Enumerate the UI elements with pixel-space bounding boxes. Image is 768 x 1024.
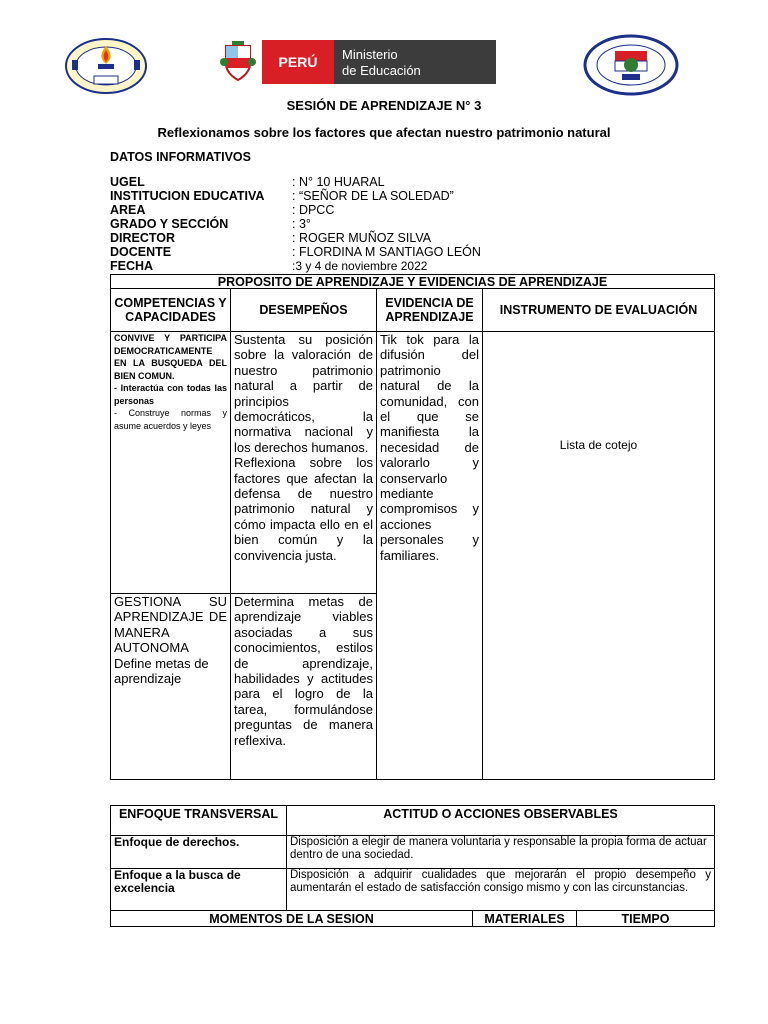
actitud-excelencia: Disposición a adquirir cualidades que mejorarán el propio desempeño y aumentarán el estado de satisfacción consigo mismo y con las circunstancias. <box>287 869 715 911</box>
header-momentos: MOMENTOS DE LA SESION <box>111 911 473 927</box>
header-competencias: COMPETENCIAS Y CAPACIDADES <box>111 289 231 332</box>
actitud-derechos: Disposición a elegir de manera voluntaria y responsable la propia forma de actuar dentro de una sociedad. <box>287 836 715 869</box>
capacidad-interactua: - Interactúa con todas las personas <box>114 383 227 406</box>
info-label: DIRECTOR <box>110 231 176 245</box>
info-label: DOCENTE <box>110 245 172 259</box>
ugel-emblem-icon <box>58 36 154 96</box>
session-title: SESIÓN DE APRENDIZAJE N° 3 <box>286 98 482 113</box>
capacidad-construye-normas: - Construye normas y asume acuerdos y leyes <box>114 408 227 431</box>
session-subtitle: Reflexionamos sobre los factores que afectan nuestro patrimonio natural <box>157 125 611 140</box>
competencia-gestiona-title: GESTIONA SU APRENDIZAJE DE MANERA AUTONOMA <box>114 594 227 656</box>
info-value: : “SEÑOR DE LA SOLEDAD” <box>292 189 454 203</box>
info-value: : FLORDINA M SANTIAGO LEÓN <box>292 245 481 259</box>
purpose-table-caption: PROPOSITO DE APRENDIZAJE Y EVIDENCIAS DE APRENDIZAJE <box>111 275 715 289</box>
enfoque-excelencia: Enfoque a la busca de excelencia <box>111 869 287 911</box>
ministry-label-box <box>334 40 496 84</box>
evidencia-cell: Tik tok para la difusión del patrimonio natural de la comunidad, con el que se manifiesta la necesidad de valorarlo y conservarlo mediante compromisos y acciones personales y familiares. <box>377 332 483 780</box>
capacidad-define-metas: Define metas de aprendizaje <box>114 655 209 687</box>
peru-brand-label: PERÚ <box>262 40 334 84</box>
competencia-convive-cell <box>111 332 231 594</box>
info-value: : N° 10 HUARAL <box>292 175 385 189</box>
datos-informativos-heading: DATOS INFORMATIVOS <box>110 150 251 164</box>
info-value: : 3° <box>292 217 311 231</box>
info-label: FECHA <box>110 259 154 273</box>
header-enfoque-transversal: ENFOQUE TRANSVERSAL <box>111 806 287 836</box>
school-logo <box>582 34 680 96</box>
info-value: : DPCC <box>292 203 335 217</box>
desempeno-gestiona-cell: Determina metas de aprendizaje viables asociadas a sus conocimientos, estilos de aprendizaje, habilidades y actitudes para el logro de la tarea, formulándose preguntas de manera reflexiva. <box>231 594 377 780</box>
competencia-convive-title: CONVIVE Y PARTICIPA DEMOCRATICAMENTE EN LA BUSQUEDA DEL BIEN COMUN. <box>114 333 227 381</box>
minedu-logo <box>218 40 496 84</box>
header-materiales: MATERIALES <box>473 911 577 927</box>
info-label: GRADO Y SECCIÓN <box>110 217 229 231</box>
desempeno-reflexiona: Reflexiona sobre los factores que afectan la defensa de nuestro patrimonio natural y cómo impacta ello en el bien común y la convivencia justa. <box>234 455 373 563</box>
info-label: AREA <box>110 203 146 217</box>
enfoque-derechos: Enfoque de derechos. <box>111 836 287 869</box>
enfoque-table <box>110 805 715 927</box>
info-value: : ROGER MUÑOZ SILVA <box>292 231 432 245</box>
peru-coat-of-arms-icon <box>218 40 258 84</box>
ministry-line-2: de Educación <box>342 63 421 78</box>
header-desempenos: DESEMPEÑOS <box>231 289 377 332</box>
ugel-logo <box>58 36 154 96</box>
header-actitud: ACTITUD O ACCIONES OBSERVABLES <box>287 806 715 836</box>
header-instrumento: INSTRUMENTO DE EVALUACIÓN <box>483 289 715 332</box>
instrumento-cell: Lista de cotejo <box>483 332 715 780</box>
ministry-line-1: Ministerio <box>342 47 398 62</box>
purpose-table <box>110 274 715 780</box>
header-tiempo: TIEMPO <box>577 911 715 927</box>
desempeno-convive-cell <box>231 332 377 594</box>
info-label: INSTITUCION EDUCATIVA <box>110 189 265 203</box>
info-label: UGEL <box>110 175 145 189</box>
info-value: :3 y 4 de noviembre 2022 <box>292 259 428 273</box>
competencia-gestiona-cell <box>111 594 231 780</box>
desempeno-sustenta: Sustenta su posición sobre la valoración de nuestro patrimonio natural a partir de principios democráticos, la normativa nacional y los derechos humanos. <box>234 332 373 455</box>
header-evidencia: EVIDENCIA DE APRENDIZAJE <box>377 289 483 332</box>
school-seal-icon <box>582 34 680 96</box>
